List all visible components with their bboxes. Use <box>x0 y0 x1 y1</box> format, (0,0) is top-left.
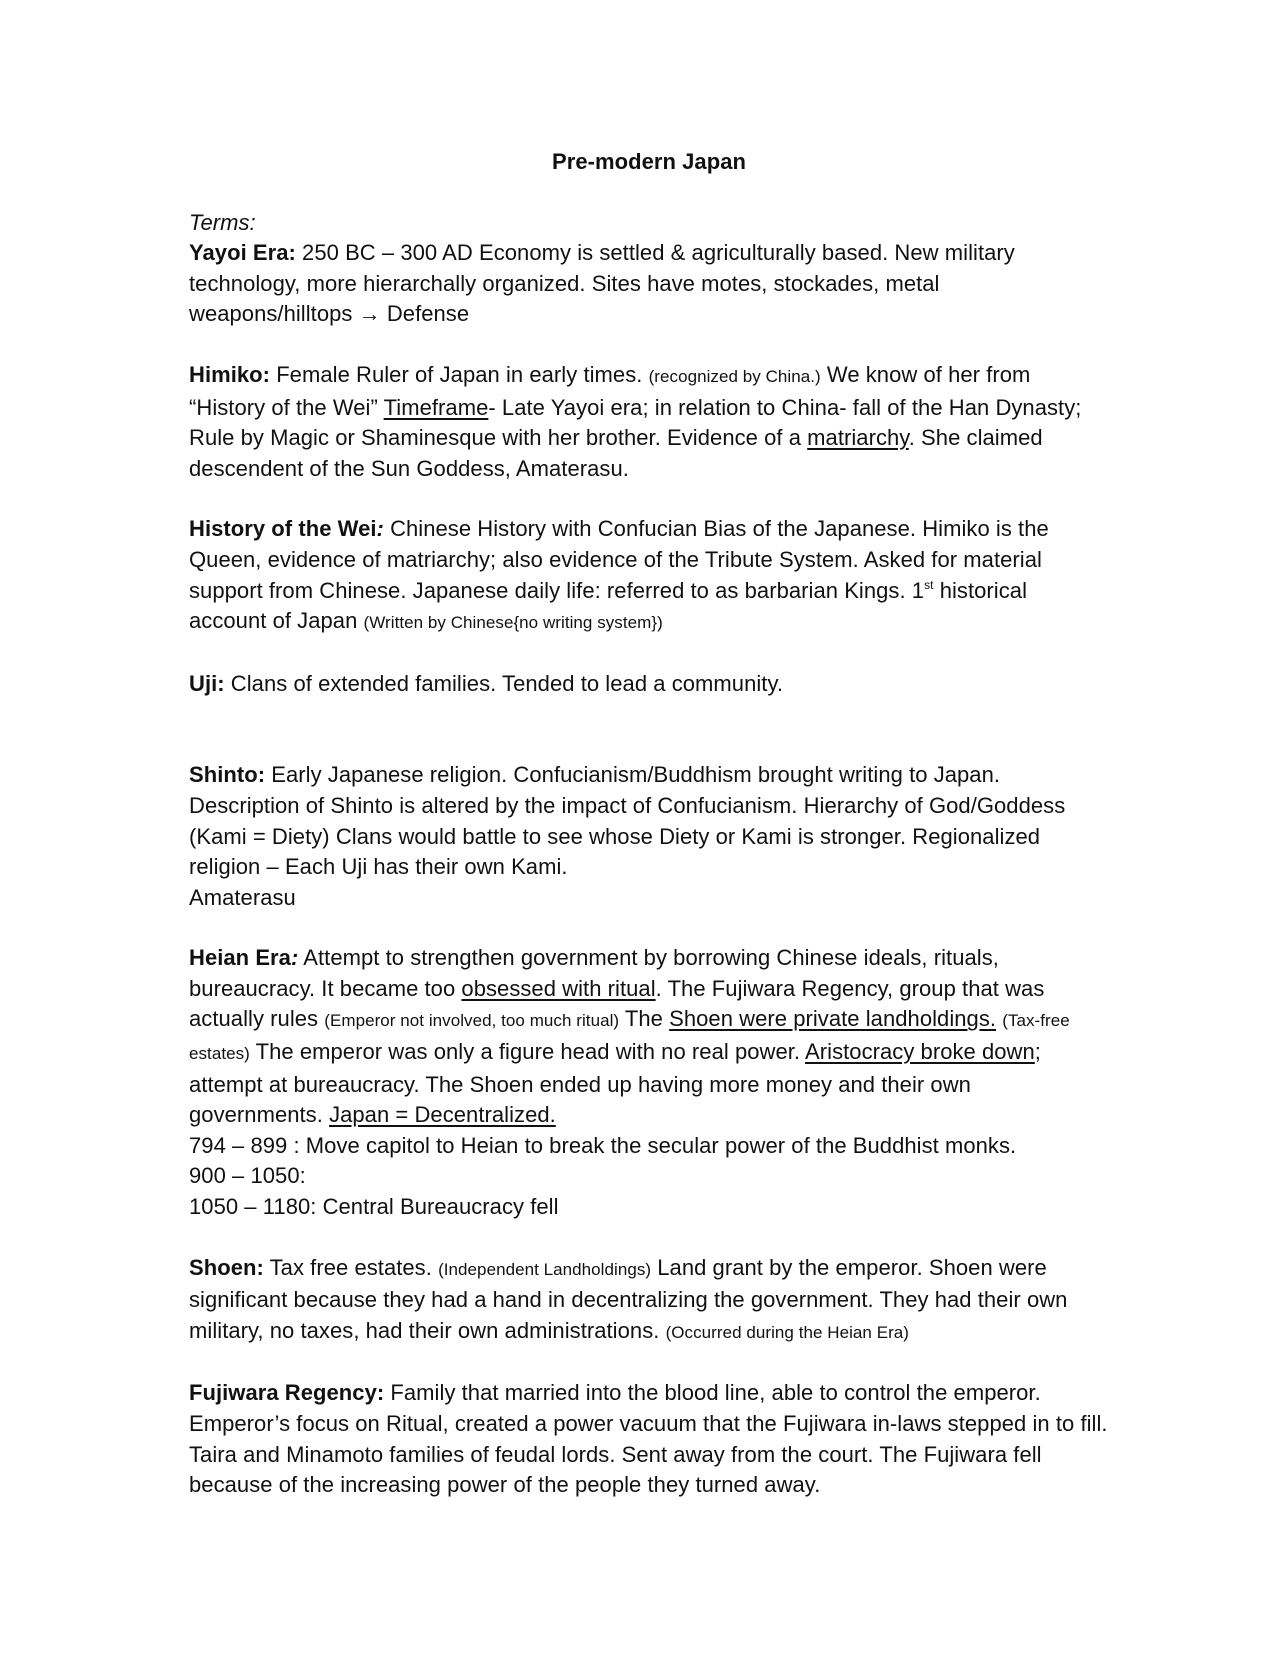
himiko-text-2: We know of her from “History of the Wei” <box>189 361 1031 420</box>
heian-text-5: ; attempt at bureaucracy. The Shoen ended up having more money and their own governments. <box>189 1039 1041 1128</box>
himiko-underlined-timeframe: Timeframe <box>383 394 489 420</box>
himiko-note: (recognized by China.) <box>648 366 821 386</box>
heian-underlined-aristocracy: Aristocracy broke down <box>805 1039 1035 1065</box>
paragraph-himiko <box>189 360 1109 484</box>
heian-date-line-1: 794 – 899 : Move capitol to Heian to break the secular power of the Buddhist monks. <box>189 1132 1017 1158</box>
shoen-text-1: Tax free estates. <box>263 1254 439 1280</box>
term-yayoi-era: Yayoi Era: <box>189 240 296 266</box>
term-history-of-the-wei: History of the Wei <box>189 516 377 542</box>
heian-date-line-3: 1050 – 1180: Central Bureaucracy fell <box>189 1194 559 1220</box>
terms-label: Terms: <box>189 209 256 235</box>
heian-term-colon: : <box>290 945 299 971</box>
shinto-text: Early Japanese religion. Confucianism/Buddhism brought writing to Japan. Description of Shinto is altered by the impact of Confucianism. Hierarchy of God/Goddess (Kami = Diety) Clans would battle to see whose Diety or Kami is stronger. Regionalized religion – Each Uji has their own Kami. <box>189 762 1066 880</box>
term-uji: Uji: <box>189 670 225 696</box>
himiko-text-4: . She claimed descendent of the Sun Goddess, Amaterasu. <box>189 425 1043 481</box>
wei-note: (Written by Chinese{no writing system}) <box>363 613 663 633</box>
shinto-amaterasu-line: Amaterasu <box>189 884 296 910</box>
paragraph-heian-era <box>189 943 1109 1131</box>
term-shoen: Shoen: <box>189 1254 264 1280</box>
term-shinto: Shinto: <box>189 762 266 788</box>
term-heian-era: Heian Era <box>189 945 291 971</box>
uji-text: Clans of extended families. Tended to lead a community. <box>224 670 784 696</box>
document-body <box>189 147 1109 1501</box>
yayoi-text: 250 BC – 300 AD Economy is settled & agriculturally based. New military technology, more hierarchally organized. Sites have motes, stockades, metal weapons/hilltops <box>189 240 1015 327</box>
paragraph-yayoi-era <box>189 238 1109 330</box>
fujiwara-text: Family that married into the blood line, able to control the emperor. Emperor’s focus on Ritual, created a power vacuum that the Fujiwara in-laws stepped in to fill. Taira and Minamoto families of feudal lords. Sent away from the court. The Fujiwara fell because of the increasing power of the people they turned away. <box>189 1380 1108 1498</box>
heian-underlined-ritual: obsessed with ritual <box>461 975 656 1001</box>
wei-superscript: st <box>924 577 934 592</box>
paragraph-shinto <box>189 760 1109 882</box>
yayoi-defense-text: Defense <box>380 301 470 327</box>
paragraph-uji <box>189 669 1109 700</box>
shoen-note-1: (Independent Landholdings) <box>438 1259 652 1279</box>
himiko-text-3: - Late Yayoi era; in relation to China- fall of the Han Dynasty; Rule by Magic or Shaminesque with her brother. Evidence of a <box>189 394 1082 451</box>
himiko-underlined-matriarchy: matriarchy <box>807 425 909 451</box>
shoen-text-2: Land grant by the emperor. Shoen were significant because they had a hand in decentralizing the government. They had their own military, no taxes, had their own administrations. <box>189 1254 1068 1343</box>
document-title: Pre-modern Japan <box>552 149 746 174</box>
term-fujiwara-regency: Fujiwara Regency: <box>189 1380 385 1406</box>
heian-note-1: (Emperor not involved, too much ritual) <box>324 1011 620 1031</box>
heian-text-1: Attempt to strengthen government by borrowing Chinese ideals, rituals, bureaucracy. It became too <box>189 945 999 1001</box>
wei-text-1: Chinese History with Confucian Bias of the Japanese. Himiko is the Queen, evidence of matriarchy; also evidence of the Tribute System. Asked for material support from Chinese. Japanese daily life: referred to as barbarian Kings. 1 <box>189 516 1049 603</box>
heian-underlined-shoen: Shoen were private landholdings. <box>669 1006 997 1032</box>
heian-note-2: (Tax-free estates) <box>189 1011 1070 1064</box>
paragraph-history-of-the-wei <box>189 514 1109 638</box>
heian-text-2: . The Fujiwara Regency, group that was actually rules <box>189 975 1045 1032</box>
heian-date-line-2: 900 – 1050: <box>189 1163 306 1189</box>
right-arrow-icon: → <box>358 301 381 327</box>
wei-term-colon: : <box>376 516 384 542</box>
term-himiko: Himiko: <box>189 361 271 387</box>
shoen-note-2: (Occurred during the Heian Era) <box>665 1322 910 1342</box>
heian-text-4: The emperor was only a figure head with no real power. <box>249 1039 806 1065</box>
wei-text-2: historical account of Japan <box>189 577 1028 634</box>
paragraph-fujiwara-regency <box>189 1378 1109 1500</box>
heian-text-3: The <box>619 1006 670 1032</box>
heian-underlined-decentralized: Japan = Decentralized. <box>329 1102 556 1128</box>
paragraph-shoen <box>189 1253 1109 1349</box>
himiko-text-1: Female Ruler of Japan in early times. <box>270 361 649 387</box>
